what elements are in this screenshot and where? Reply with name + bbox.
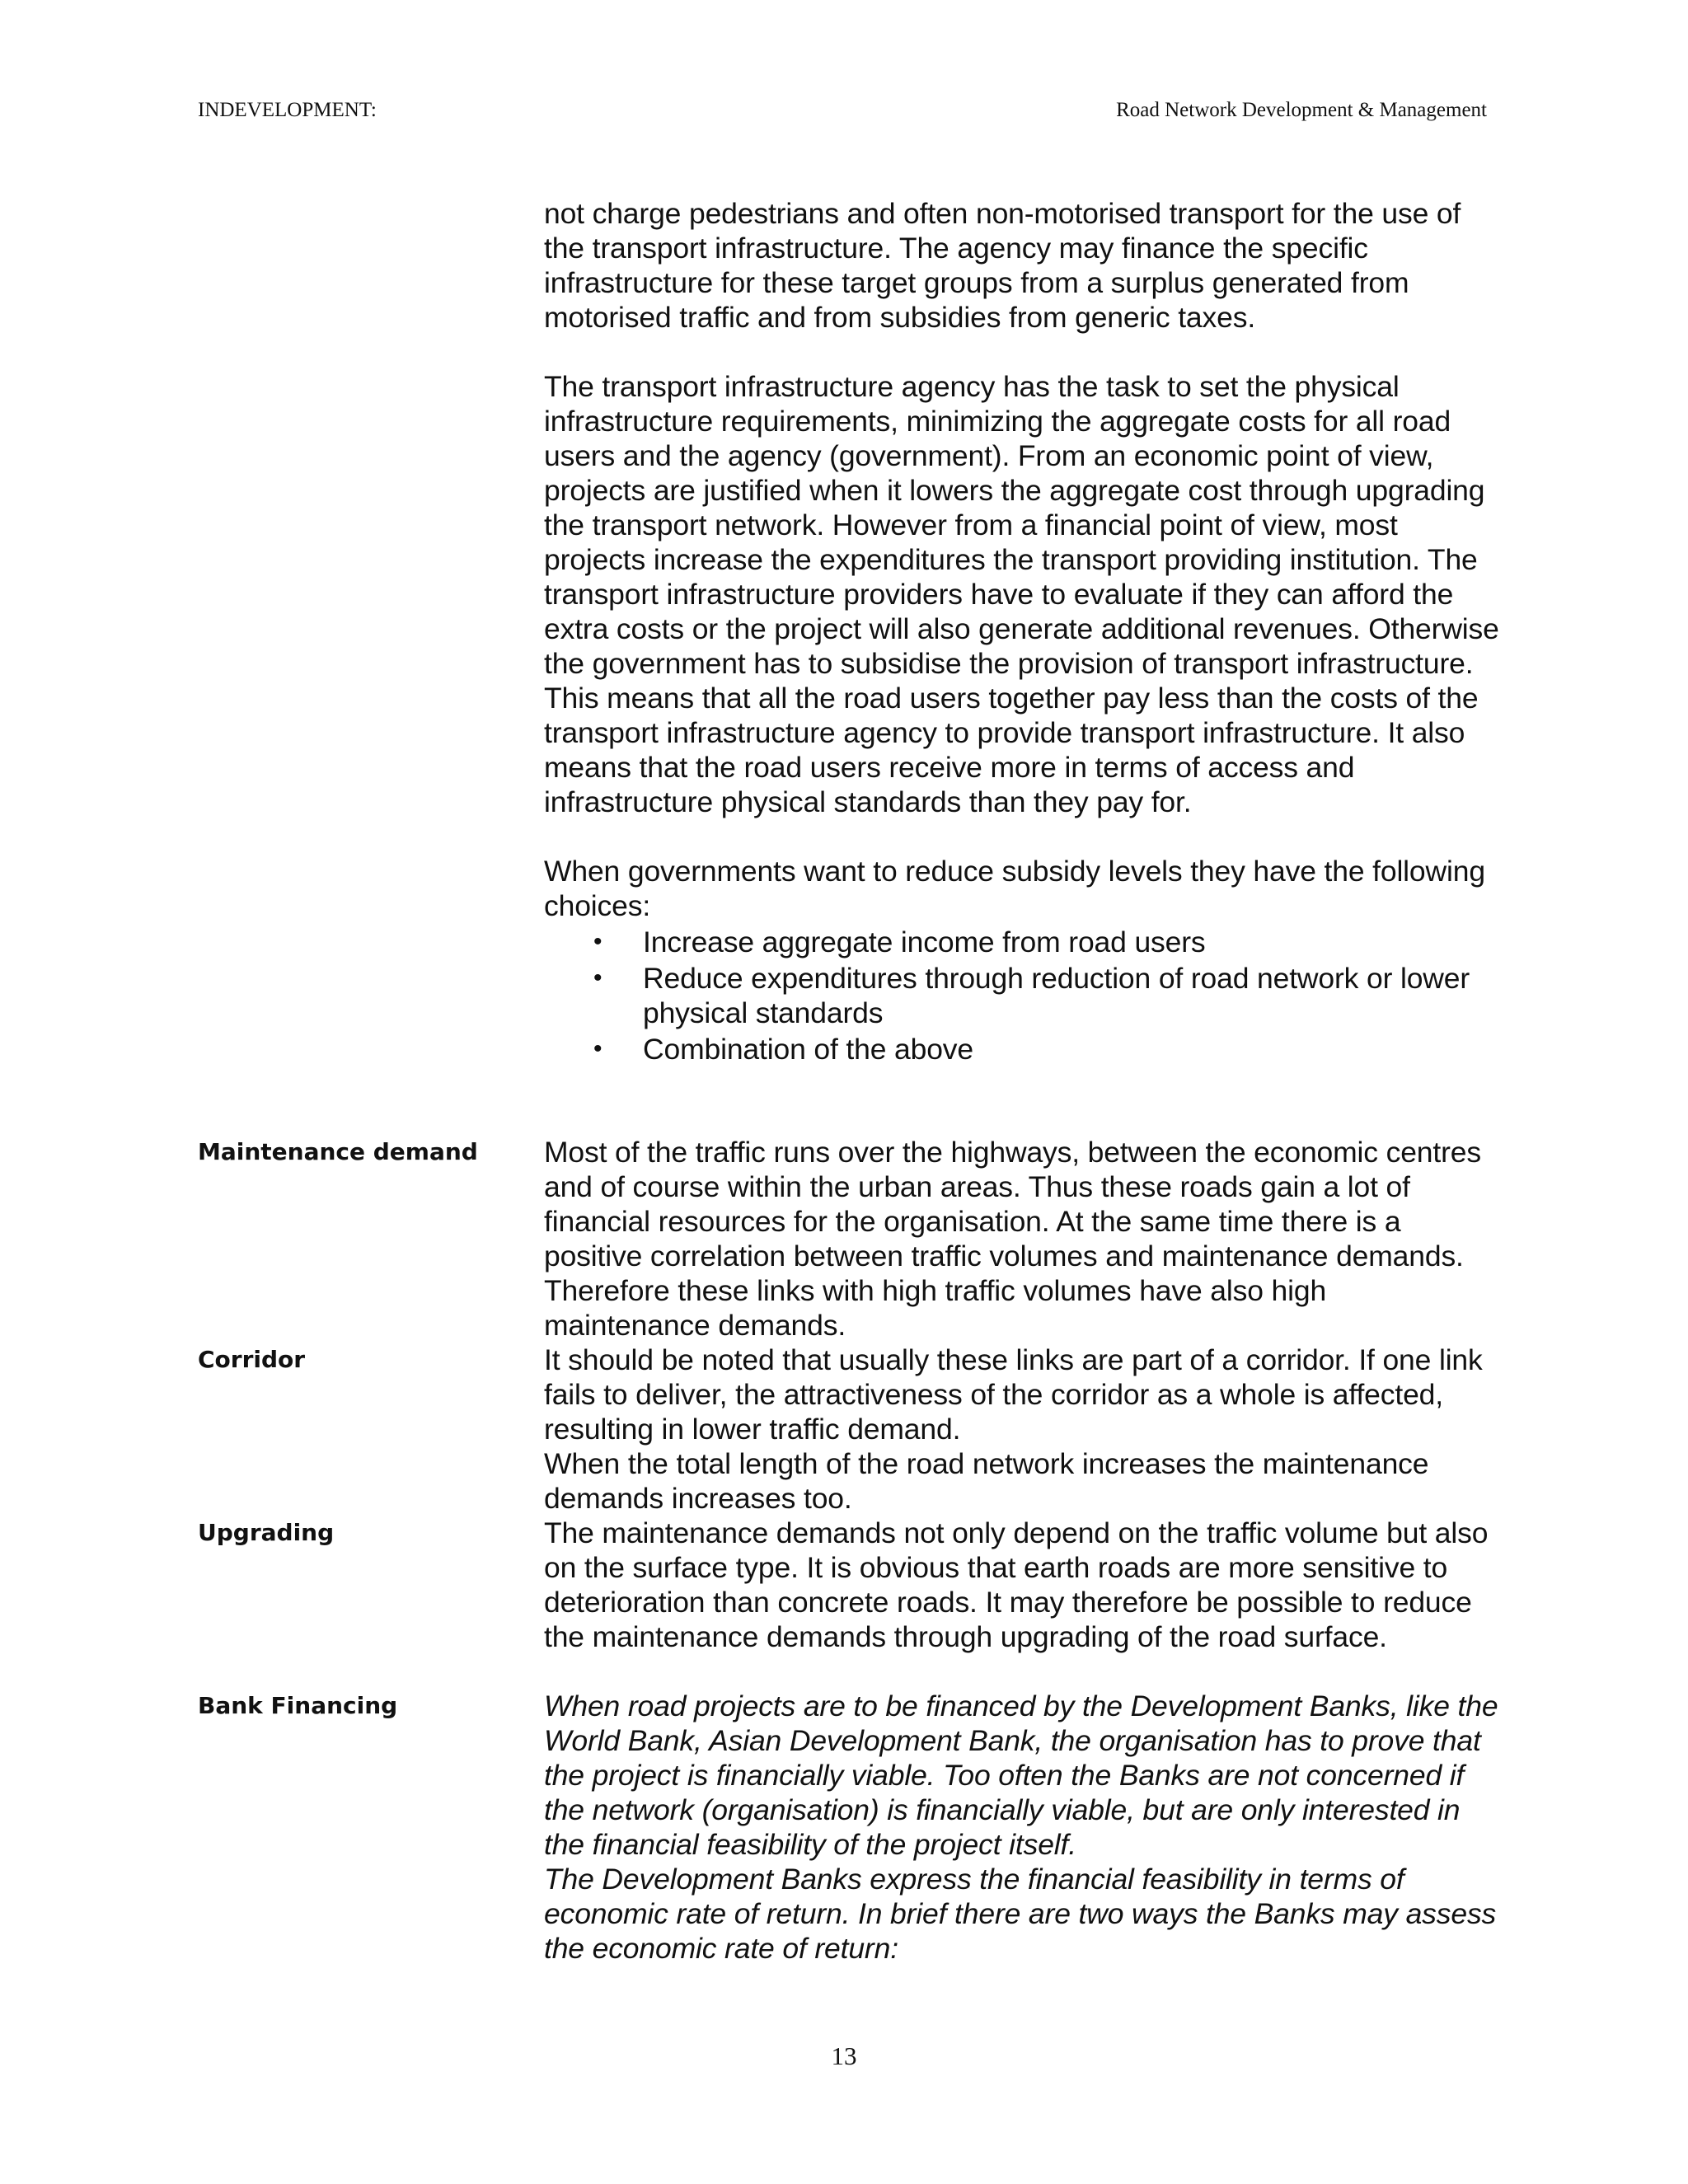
header-left-title: INDEVELOPMENT: <box>198 99 377 121</box>
intro-paragraph-2: The transport infrastructure agency has the task to set the physical infrastructure requirements, minimizing the aggregate costs for all road users and the agency (government). From an economic point of view, projects are justified when it lowers the aggregate cost through upgrading the transport network. However from a financial point of view, most projects increase the expenditures the transport providing institution. The transport infrastructure providers have to evaluate if they can afford the extra costs or the project will also generate additional revenues. Otherwise the government has to subsidise the provision of transport infrastructure. This means that all the road users together pay less than the costs of the transport infrastructure agency to provide transport infrastructure. It also means that the road users receive more in terms of access and infrastructure physical standards than they pay for. <box>544 370 1499 818</box>
corridor-section <box>544 1343 1500 1516</box>
maintenance-demand-label: Maintenance demand <box>198 1138 478 1165</box>
upgrading-section <box>544 1516 1500 1654</box>
corridor-paragraph-1: It should be noted that usually these links are part of a corridor. If one link fails to deliver, the attractiveness of the corridor as a whole is affected, resulting in lower traffic demand. <box>544 1343 1483 1446</box>
bank-financing-label: Bank Financing <box>198 1692 398 1719</box>
corridor-paragraph-2: When the total length of the road network increases the maintenance demands increases too. <box>544 1447 1429 1515</box>
maintenance-paragraph: Most of the traffic runs over the highways, between the economic centres and of course within the urban areas. Thus these roads gain a lot of financial resources for the organisation. At the same time there is a positive correlation between traffic volumes and maintenance demands. Therefore these links with high traffic volumes have also high maintenance demands. <box>544 1136 1481 1342</box>
upgrading-paragraph: The maintenance demands not only depend on the traffic volume but also on the surface type. It is obvious that earth roads are more sensitive to deterioration than concrete roads. It may therefore be possible to reduce the maintenance demands through upgrading of the road surface. <box>544 1516 1489 1653</box>
list-item: • Reduce expenditures through reduction of road network or lower physical standards <box>593 962 1470 1029</box>
bank-financing-section <box>544 1689 1500 1966</box>
intro-section <box>544 196 1500 1068</box>
intro-paragraph-1: not charge pedestrians and often non-motorised transport for the use of the transport infrastructure. The agency may finance the specific infrastructure for these target groups from a surplus generated from motorised traffic and from subsidies from generic taxes. <box>544 197 1461 334</box>
bullet-icon: • <box>593 928 603 955</box>
intro-paragraph-3: When governments want to reduce subsidy levels they have the following choices: <box>544 855 1485 922</box>
choices-list <box>544 925 1500 1066</box>
corridor-label: Corridor <box>198 1346 306 1373</box>
list-item: • Increase aggregate income from road users <box>593 926 1206 958</box>
page-number: 13 <box>831 2041 857 2070</box>
header-right-title: Road Network Development & Management <box>1116 99 1487 121</box>
maintenance-section <box>544 1135 1500 1343</box>
list-item: • Combination of the above <box>593 1033 973 1066</box>
upgrading-label: Upgrading <box>198 1519 335 1546</box>
bank-paragraph-1: When road projects are to be financed by the Development Banks, like the World Bank, Asian Development Bank, the organisation has to prove that the project is financially viable. Too often the Banks are not concerned if the network (organisation) is financially viable, but are only interested in the financial feasibility of the project itself. <box>544 1690 1498 1861</box>
bullet-icon: • <box>593 964 603 991</box>
bank-paragraph-2: The Development Banks express the financial feasibility in terms of economic rate of return. In brief there are two ways the Banks may assess the economic rate of return: <box>544 1863 1497 1965</box>
bullet-icon: • <box>593 1035 603 1062</box>
